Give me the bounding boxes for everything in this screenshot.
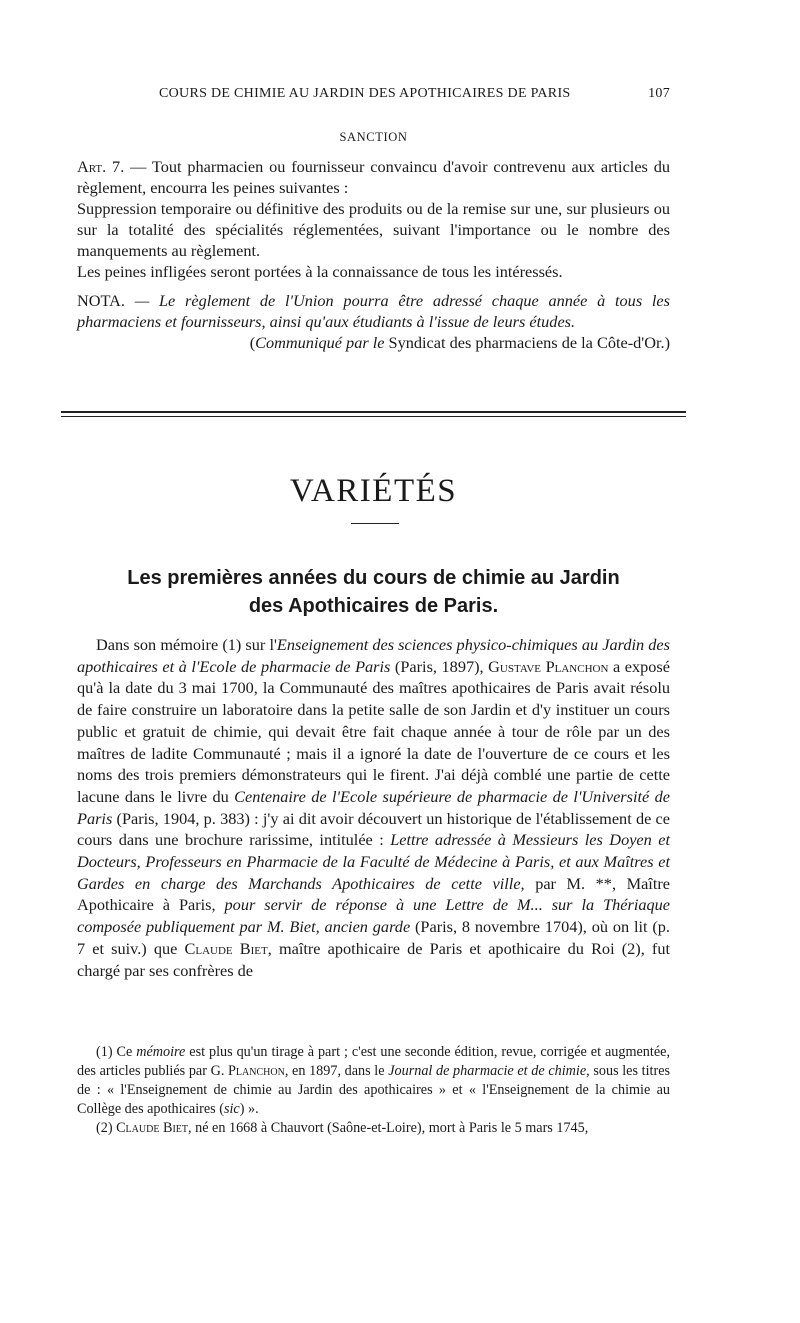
footnotes — [77, 1043, 670, 1138]
article-title-line-1: Les premières années du cours de chimie au Jardin — [127, 567, 620, 589]
section-divider — [61, 411, 686, 420]
italic-run: Journal de pharmacie et de chimie, — [388, 1063, 590, 1079]
title-underline — [351, 523, 399, 524]
text-run: (Paris, 1897), — [390, 656, 489, 676]
footnote-1 — [77, 1043, 670, 1119]
text-run: , né en 1668 à Chauvort (Saône-et-Loire), mort à Paris le 5 mars 1745, — [188, 1120, 589, 1136]
divider-thin-line — [61, 416, 686, 417]
notice-paragraph: Les peines infligées seront portées à la connaissance de tous les intéressés. — [77, 262, 563, 281]
credit-communique: Communiqué — [255, 333, 342, 352]
italic-run: Enseignement des sciences physico-chimiques au Jardin des apothicaires et à l'Ecole de pharmacie de Paris — [77, 635, 670, 676]
article-title-line-2: des Apothicaires de Paris. — [248, 595, 499, 617]
text-run: (Paris, 1904, p. 383) : j'y ai dit avoir découvert un historique de l'établissement de ce cours dans une brochure rarissime, intitulée : — [77, 808, 670, 850]
credit-par-le: par le — [346, 333, 385, 352]
italic-run: Lettre adressée à Messieurs les Doyen et Docteurs, Professeurs en Pharmacie de la Faculté de Médecine à Paris, et aux Maîtres et Gardes en charge des Marchands Apothicaires de cette ville, — [77, 830, 670, 893]
nota-label: NOTA. — [77, 291, 125, 310]
article-7-paragraph — [77, 156, 670, 198]
section-title: VARIÉTÉS — [289, 473, 458, 509]
article-7-text: — Tout pharmacien ou fournisseur convaincu d'avoir contrevenu aux articles du règlement, encourra les peines suivantes : — [77, 157, 670, 197]
text-run: , maître apothicaire de Paris et apothicaire du Roi (2), fut chargé par ses confrères de — [77, 938, 670, 980]
author-name: Gustave Planchon — [488, 656, 609, 676]
credit-open: ( — [249, 333, 256, 352]
text-run: Dans son mémoire (1) sur l' — [96, 635, 277, 654]
text-run: a exposé qu'à la date du 3 mai 1700, la Communauté des maîtres apothicaires de Paris avait résolu de faire construire un laboratoire dans la petite salle de son Jardin et d'y instituer un cours public et gratuit de chimie, qui devait être fait chaque année à tour de rôle par un des maîtres de ladite Communauté ; mais il a ignoré la date de l'ouverture de ce cours et les noms des trois premiers démonstrateurs qui le firent. J'ai déjà comblé une partie de cette lacune dans le livre du — [77, 656, 670, 806]
sanction-article — [77, 156, 670, 353]
nota-paragraph — [77, 290, 670, 332]
divider-thick-line — [61, 411, 686, 413]
italic-run: sic — [223, 1101, 240, 1117]
article-title — [77, 564, 670, 620]
article-7-label: Art. 7. — [77, 157, 125, 176]
footnote-2 — [77, 1119, 670, 1138]
text-run: (1) Ce — [96, 1044, 137, 1060]
text-run: par M. **, Maître Apothicaire à Paris, — [77, 873, 670, 915]
sanction-heading: SANCTION — [339, 130, 408, 144]
text-run: ) ». — [239, 1101, 259, 1117]
text-run: , en 1897, dans le — [284, 1063, 389, 1079]
credit-source: Syndicat des pharmaciens de la Côte-d'Or.) — [384, 333, 670, 352]
text-run: est plus qu'un tirage à part ; c'est une seconde édition, revue, corrigée et augmentée, des articles publiés par G. — [77, 1044, 670, 1079]
page-number: 107 — [648, 86, 670, 101]
author-name: Claude Biet — [184, 938, 268, 958]
author-name: Claude Biet — [116, 1120, 188, 1136]
credit-line — [77, 332, 670, 353]
text-run: (2) — [96, 1120, 117, 1136]
text-run: sous les titres de : « l'Enseignement de chimie au Jardin des apothicaires » et « l'Enseignement de la chimie au Collège des apothicaires ( — [77, 1063, 671, 1117]
article-body — [77, 634, 670, 981]
text-run: (Paris, 8 novembre 1704), où on lit (p. 7 et suiv.) que — [77, 917, 670, 958]
article-paragraph — [77, 634, 670, 981]
italic-run: Centenaire de l'Ecole supérieure de pharmacie de l'Université de Paris — [77, 786, 671, 828]
italic-run: mémoire — [136, 1044, 186, 1060]
penalty-paragraph: Suppression temporaire ou définitive des produits ou de la remise sur une, sur plusieurs ou sur la totalité des spécialités réglementées, suivant l'importance ou le nombre des manquements au règlement. — [77, 199, 670, 260]
author-name: Planchon — [228, 1063, 285, 1079]
italic-run: pour servir de réponse à une Lettre de M... sur la Thériaque composée publiquement par M. Biet, ancien garde — [77, 895, 670, 937]
running-title: COURS DE CHIMIE AU JARDIN DES APOTHICAIRES DE PARIS — [159, 86, 571, 101]
nota-text: — Le règlement de l'Union pourra être adressé chaque année à tous les pharmaciens et fournisseurs, ainsi qu'aux étudiants à l'issue de leurs études. — [77, 291, 670, 331]
